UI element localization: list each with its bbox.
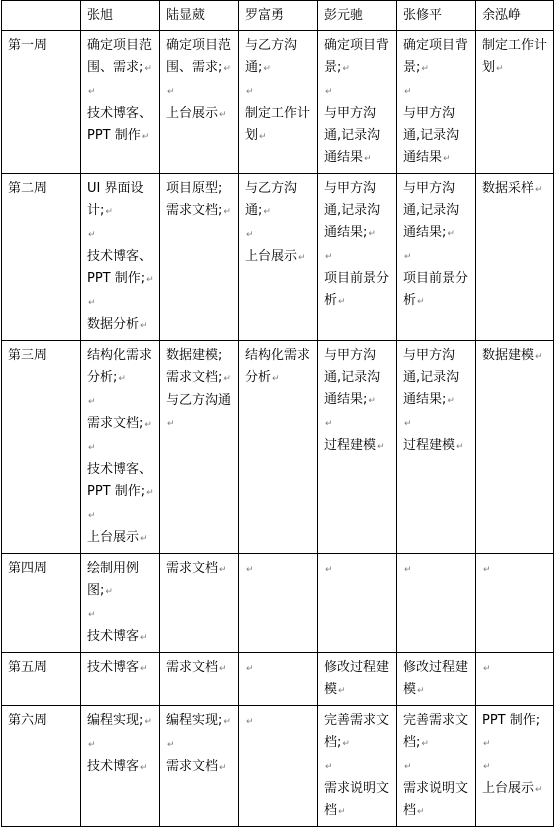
task-text: 确定项目范围、需求;	[166, 38, 232, 75]
task-line	[324, 268, 391, 313]
task-line	[87, 459, 154, 504]
task-text: 结构化需求分析;	[87, 348, 153, 385]
task-line	[87, 103, 154, 148]
task-text: 编程实现;	[166, 713, 223, 728]
task-line	[166, 657, 233, 680]
task-text: 需求文档;	[87, 416, 144, 431]
paragraph-mark-icon: ↵	[421, 739, 429, 749]
task-line	[482, 345, 548, 368]
task-line	[87, 603, 154, 626]
paragraph-mark-icon: ↵	[105, 587, 113, 597]
task-text: 与甲方沟通,记录沟通结果;	[324, 348, 381, 407]
task-line	[403, 178, 470, 245]
paragraph-mark-icon: ↵	[298, 253, 306, 263]
task-line	[324, 755, 391, 778]
paragraph-mark-icon: ↵	[146, 275, 154, 285]
paragraph-mark-icon: ↵	[535, 185, 543, 195]
paragraph-mark-icon: ↵	[88, 443, 96, 453]
task-line	[403, 657, 470, 702]
task-cell	[397, 554, 476, 653]
task-cell	[476, 31, 554, 174]
task-text: 完善需求文档;	[324, 713, 390, 750]
task-cell	[476, 341, 554, 554]
week-label: 第四周	[2, 554, 81, 653]
task-line	[245, 103, 312, 148]
paragraph-mark-icon: ↵	[325, 252, 333, 262]
task-line	[324, 710, 391, 755]
task-cell	[397, 31, 476, 174]
task-text: 结构化需求分析	[245, 348, 311, 385]
task-cell	[160, 174, 239, 341]
paragraph-mark-icon: ↵	[404, 87, 412, 97]
paragraph-mark-icon: ↵	[338, 686, 346, 696]
task-cell	[476, 174, 554, 341]
task-line	[87, 756, 154, 779]
task-line	[482, 178, 548, 201]
task-line	[482, 657, 548, 680]
paragraph-mark-icon: ↵	[167, 740, 175, 750]
task-line	[87, 733, 154, 756]
task-line	[87, 527, 154, 550]
task-text: 与乙方沟通	[166, 393, 232, 408]
task-text: 完善需求文档;	[403, 713, 469, 750]
paragraph-mark-icon: ↵	[246, 230, 254, 240]
task-line	[87, 558, 154, 603]
task-text: 需求文档	[166, 561, 219, 576]
task-line	[166, 345, 233, 390]
task-cell	[476, 653, 554, 706]
task-cell	[239, 341, 318, 554]
paragraph-mark-icon: ↵	[140, 664, 148, 674]
task-line	[87, 246, 154, 291]
paragraph-mark-icon: ↵	[140, 763, 148, 773]
task-text: 技术博客、PPT 制作;	[87, 249, 153, 286]
task-line	[166, 80, 233, 103]
paragraph-mark-icon: ↵	[246, 717, 254, 727]
table-body	[2, 31, 554, 827]
task-text: 数据建模	[482, 348, 535, 363]
paragraph-mark-icon: ↵	[259, 132, 267, 142]
task-text: PPT 制作;	[482, 713, 541, 728]
person-header: 罗富勇	[239, 1, 318, 31]
paragraph-mark-icon: ↵	[144, 64, 152, 74]
paragraph-mark-icon: ↵	[447, 229, 455, 239]
task-text: 与乙方沟通;	[245, 38, 298, 75]
task-line	[403, 268, 470, 313]
task-cell	[318, 653, 397, 706]
task-text: 确定项目范围、需求;	[87, 38, 153, 75]
task-line	[324, 412, 391, 435]
task-cell	[160, 341, 239, 554]
paragraph-mark-icon: ↵	[483, 664, 491, 674]
task-text: 需求说明文档	[324, 781, 390, 818]
task-cell	[318, 554, 397, 653]
task-cell	[239, 653, 318, 706]
task-cell	[239, 706, 318, 827]
task-line	[87, 626, 154, 649]
task-text: 上台展示	[166, 106, 219, 121]
task-text: 修改过程建模	[324, 660, 390, 697]
task-line	[166, 178, 233, 223]
table-row	[2, 31, 554, 174]
paragraph-mark-icon: ↵	[219, 763, 227, 773]
task-line	[87, 436, 154, 459]
task-line	[324, 80, 391, 103]
task-text: 与甲方沟通,记录沟通结果;	[403, 348, 460, 407]
table-row	[2, 706, 554, 827]
task-text: 上台展示	[482, 781, 535, 796]
task-cell	[397, 174, 476, 341]
paragraph-mark-icon: ↵	[404, 762, 412, 772]
person-header: 彭元驰	[318, 1, 397, 31]
week-label: 第二周	[2, 174, 81, 341]
task-line	[403, 103, 470, 170]
task-cell	[239, 554, 318, 653]
task-text: 制定工作计划	[482, 38, 548, 75]
task-text: 技术博客	[87, 660, 140, 675]
task-text: 绘制用例图;	[87, 561, 140, 598]
task-line	[403, 35, 470, 80]
paragraph-mark-icon: ↵	[377, 442, 385, 452]
task-line	[87, 345, 154, 390]
task-line	[245, 345, 312, 390]
task-cell	[81, 653, 160, 706]
task-line	[87, 178, 154, 223]
task-line	[324, 435, 391, 458]
task-line	[482, 710, 548, 755]
table-row	[2, 174, 554, 341]
paragraph-mark-icon: ↵	[246, 664, 254, 674]
task-text: 上台展示	[245, 249, 298, 264]
task-line	[87, 413, 154, 436]
task-line	[403, 778, 470, 823]
task-line	[403, 710, 470, 755]
paragraph-mark-icon: ↵	[144, 420, 152, 430]
task-line	[87, 657, 154, 680]
task-cell	[160, 653, 239, 706]
task-text: 技术博客、PPT 制作;	[87, 462, 153, 499]
task-line	[403, 245, 470, 268]
paragraph-mark-icon: ↵	[88, 298, 96, 308]
paragraph-mark-icon: ↵	[483, 739, 491, 749]
task-line	[87, 390, 154, 413]
task-line	[482, 778, 548, 801]
task-text: 与甲方沟通,记录沟通结果	[324, 106, 381, 165]
task-line	[166, 103, 233, 126]
task-cell	[318, 174, 397, 341]
paragraph-mark-icon: ↵	[456, 442, 464, 452]
week-label: 第一周	[2, 31, 81, 174]
task-cell	[81, 341, 160, 554]
task-line	[166, 35, 233, 80]
task-cell	[81, 31, 160, 174]
task-line	[87, 710, 154, 733]
task-line	[245, 80, 312, 103]
task-line	[482, 755, 548, 778]
task-line	[245, 657, 312, 680]
paragraph-mark-icon: ↵	[325, 762, 333, 772]
task-cell	[397, 341, 476, 554]
task-line	[324, 35, 391, 80]
task-text: 过程建模	[403, 438, 456, 453]
task-line	[403, 345, 470, 412]
task-line	[324, 345, 391, 412]
task-cell	[81, 706, 160, 827]
paragraph-mark-icon: ↵	[219, 110, 227, 120]
paragraph-mark-icon: ↵	[325, 419, 333, 429]
task-text: 修改过程建模	[403, 660, 469, 697]
paragraph-mark-icon: ↵	[417, 807, 425, 817]
table-row	[2, 341, 554, 554]
paragraph-mark-icon: ↵	[338, 807, 346, 817]
paragraph-mark-icon: ↵	[535, 785, 543, 795]
paragraph-mark-icon: ↵	[223, 207, 231, 217]
paragraph-mark-icon: ↵	[140, 633, 148, 643]
paragraph-mark-icon: ↵	[88, 610, 96, 620]
task-text: 与甲方沟通,记录沟通结果;	[324, 181, 381, 240]
task-text: 项目前景分析	[403, 271, 469, 308]
task-cell	[397, 706, 476, 827]
paragraph-mark-icon: ↵	[167, 419, 175, 429]
task-line	[166, 558, 233, 581]
task-text: 制定工作计划	[245, 106, 311, 143]
task-line	[87, 314, 154, 337]
weekly-task-table	[1, 0, 554, 827]
paragraph-mark-icon: ↵	[223, 717, 231, 727]
task-cell	[81, 174, 160, 341]
paragraph-mark-icon: ↵	[325, 565, 333, 575]
paragraph-mark-icon: ↵	[342, 64, 350, 74]
task-cell	[160, 706, 239, 827]
header-row	[2, 1, 554, 31]
paragraph-mark-icon: ↵	[219, 664, 227, 674]
paragraph-mark-icon: ↵	[338, 297, 346, 307]
paragraph-mark-icon: ↵	[118, 374, 126, 384]
task-cell	[318, 706, 397, 827]
paragraph-mark-icon: ↵	[272, 374, 280, 384]
task-cell	[239, 31, 318, 174]
paragraph-mark-icon: ↵	[105, 207, 113, 217]
task-line	[245, 35, 312, 80]
task-line	[87, 223, 154, 246]
paragraph-mark-icon: ↵	[483, 762, 491, 772]
paragraph-mark-icon: ↵	[88, 511, 96, 521]
week-label: 第六周	[2, 706, 81, 827]
paragraph-mark-icon: ↵	[496, 64, 504, 74]
task-line	[403, 412, 470, 435]
paragraph-mark-icon: ↵	[223, 64, 231, 74]
task-line	[324, 178, 391, 245]
task-text: 与乙方沟通;	[245, 181, 298, 218]
task-cell	[318, 31, 397, 174]
table-row	[2, 554, 554, 653]
person-header: 张旭	[81, 1, 160, 31]
task-line	[482, 558, 548, 581]
paragraph-mark-icon: ↵	[219, 565, 227, 575]
task-text: 确定项目背景;	[403, 38, 469, 75]
paragraph-mark-icon: ↵	[447, 396, 455, 406]
task-line	[87, 80, 154, 103]
paragraph-mark-icon: ↵	[246, 565, 254, 575]
task-text: 技术博客	[87, 629, 140, 644]
task-cell	[397, 653, 476, 706]
task-text: 需求文档	[166, 660, 219, 675]
task-line	[245, 710, 312, 733]
task-line	[166, 710, 233, 733]
task-text: 技术博客、PPT 制作	[87, 106, 153, 143]
task-line	[166, 390, 233, 435]
paragraph-mark-icon: ↵	[443, 154, 451, 164]
paragraph-mark-icon: ↵	[368, 229, 376, 239]
paragraph-mark-icon: ↵	[263, 207, 271, 217]
task-line	[245, 246, 312, 269]
paragraph-mark-icon: ↵	[144, 717, 152, 727]
paragraph-mark-icon: ↵	[140, 321, 148, 331]
paragraph-mark-icon: ↵	[404, 565, 412, 575]
task-text: 数据分析	[87, 317, 140, 332]
task-text: 数据采样	[482, 181, 535, 196]
task-text: 上台展示	[87, 530, 140, 545]
task-line	[403, 435, 470, 458]
paragraph-mark-icon: ↵	[417, 297, 425, 307]
task-cell	[81, 554, 160, 653]
paragraph-mark-icon: ↵	[146, 488, 154, 498]
task-cell	[239, 174, 318, 341]
paragraph-mark-icon: ↵	[364, 154, 372, 164]
task-line	[166, 756, 233, 779]
task-line	[324, 558, 391, 581]
paragraph-mark-icon: ↵	[246, 87, 254, 97]
task-text: 项目原型;需求文档;	[166, 181, 223, 218]
task-cell	[476, 706, 554, 827]
task-line	[403, 80, 470, 103]
table-row	[2, 653, 554, 706]
task-cell	[476, 554, 554, 653]
paragraph-mark-icon: ↵	[417, 686, 425, 696]
paragraph-mark-icon: ↵	[535, 352, 543, 362]
task-line	[245, 223, 312, 246]
task-text: 项目前景分析	[324, 271, 390, 308]
paragraph-mark-icon: ↵	[404, 419, 412, 429]
task-line	[245, 178, 312, 223]
person-header: 陆显葳	[160, 1, 239, 31]
task-line	[87, 504, 154, 527]
person-header: 张修平	[397, 1, 476, 31]
paragraph-mark-icon: ↵	[141, 132, 150, 142]
task-line	[403, 755, 470, 778]
paragraph-mark-icon: ↵	[88, 230, 96, 240]
task-line	[166, 733, 233, 756]
task-text: 确定项目背景;	[324, 38, 390, 75]
task-line	[87, 291, 154, 314]
task-line	[245, 558, 312, 581]
task-text: 过程建模	[324, 438, 377, 453]
paragraph-mark-icon: ↵	[325, 87, 333, 97]
task-line	[87, 35, 154, 80]
paragraph-mark-icon: ↵	[88, 87, 96, 97]
task-line	[324, 657, 391, 702]
paragraph-mark-icon: ↵	[88, 397, 96, 407]
task-line	[482, 35, 548, 80]
person-header: 余泓峥	[476, 1, 554, 31]
paragraph-mark-icon: ↵	[88, 740, 96, 750]
task-text: 技术博客	[87, 759, 140, 774]
task-text: 需求文档	[166, 759, 219, 774]
week-label: 第五周	[2, 653, 81, 706]
paragraph-mark-icon: ↵	[223, 374, 231, 384]
task-text: 与甲方沟通,记录沟通结果;	[403, 181, 460, 240]
task-text: 数据建模;需求文档;	[166, 348, 223, 385]
task-line	[403, 558, 470, 581]
week-label: 第三周	[2, 341, 81, 554]
task-text: 编程实现;	[87, 713, 144, 728]
paragraph-mark-icon: ↵	[368, 396, 376, 406]
task-line	[324, 103, 391, 170]
paragraph-mark-icon: ↵	[263, 64, 271, 74]
task-cell	[160, 31, 239, 174]
task-cell	[160, 554, 239, 653]
paragraph-mark-icon: ↵	[483, 565, 491, 575]
task-text: 需求说明文档	[403, 781, 469, 818]
paragraph-mark-icon: ↵	[167, 87, 175, 97]
paragraph-mark-icon: ↵	[421, 64, 429, 74]
task-cell	[318, 341, 397, 554]
task-line	[324, 778, 391, 823]
task-text: 与甲方沟通,记录沟通结果	[403, 106, 460, 165]
corner-cell	[2, 1, 81, 31]
paragraph-mark-icon: ↵	[342, 739, 350, 749]
task-text: UI 界面设计;	[87, 181, 144, 218]
paragraph-mark-icon: ↵	[140, 534, 148, 544]
paragraph-mark-icon: ↵	[404, 252, 412, 262]
task-line	[324, 245, 391, 268]
